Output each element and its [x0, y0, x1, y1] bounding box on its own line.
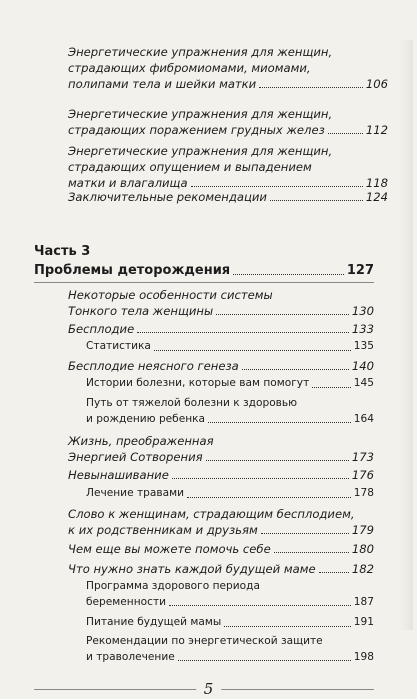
- toc-subentry[interactable]: [86, 339, 374, 355]
- dot-leader: [154, 350, 351, 351]
- toc-subentry[interactable]: [86, 486, 374, 502]
- entry-title-line: Бесплодие неясного генеза: [68, 359, 239, 373]
- entry-title-line: беременности: [86, 595, 167, 608]
- entry-title-line: страдающих поражением грудных желез: [68, 123, 325, 137]
- toc-entry[interactable]: [68, 561, 374, 577]
- dot-leader: [259, 87, 363, 88]
- toc-entry[interactable]: [68, 143, 388, 191]
- page-number: 135: [353, 340, 374, 352]
- entry-title-line: Что нужно знать каждой будущей маме: [68, 562, 316, 576]
- dot-leader: [233, 274, 344, 275]
- dot-leader: [261, 533, 349, 534]
- page-number: 140: [351, 359, 374, 373]
- dot-leader: [328, 133, 363, 134]
- dot-leader: [187, 497, 351, 498]
- page-number: 198: [353, 650, 374, 663]
- dot-leader: [319, 572, 349, 573]
- toc-entry[interactable]: [68, 541, 374, 557]
- entry-title-line: Невынашивание: [68, 468, 169, 482]
- page-number: 145: [353, 377, 374, 389]
- entry-title-line: и траволечение: [86, 650, 175, 663]
- part-rule: [34, 282, 374, 283]
- page-number: 130: [351, 304, 374, 318]
- entry-title-line: Рекомендации по энергетической защите: [86, 635, 323, 647]
- page-number: 124: [365, 190, 388, 204]
- page-number: 106: [365, 77, 388, 91]
- entry-title-line: Тонкого тела женщины: [68, 304, 214, 318]
- dot-leader: [312, 387, 351, 388]
- entry-title-line: Энергетические упражнения для женщин,: [68, 45, 333, 59]
- entry-title-line: Слово к женщинам, страдающим бесплодием,: [68, 507, 355, 521]
- dot-leader: [137, 332, 349, 333]
- dot-leader: [191, 186, 363, 187]
- page-number: 180: [351, 542, 374, 556]
- toc-entry[interactable]: [68, 44, 388, 92]
- dot-leader: [169, 605, 351, 606]
- dot-leader: [172, 478, 349, 479]
- entry-title-line: матки и влагалища: [68, 176, 188, 190]
- dot-leader: [274, 552, 349, 553]
- dot-leader: [242, 369, 349, 370]
- toc-subentry[interactable]: [86, 396, 374, 427]
- entry-title-line: Лечение травами: [86, 487, 184, 499]
- entry-title-line: и рождению ребенка: [86, 412, 206, 425]
- page-number: 133: [351, 322, 374, 336]
- entry-title-line: Чем еще вы можете помочь себе: [68, 542, 271, 556]
- entry-title-line: Жизнь, преображенная: [68, 434, 214, 448]
- part-title: Проблемы деторождения: [34, 263, 231, 278]
- page-edge-shadow: [399, 40, 413, 630]
- entry-title-line: к их родственникам и друзьям: [68, 523, 258, 537]
- toc-entry[interactable]: [68, 189, 388, 205]
- dot-leader: [224, 626, 351, 627]
- toc-entry[interactable]: [68, 106, 388, 138]
- page-number: 112: [365, 123, 388, 137]
- dot-leader: [216, 314, 349, 315]
- page-folio: 5: [196, 680, 222, 698]
- entry-title-line: Энергетические упражнения для женщин,: [68, 144, 333, 158]
- toc-subentry[interactable]: [86, 634, 374, 665]
- entry-title-line: Энергией Сотворения: [68, 450, 203, 464]
- entry-title-line: Истории болезни, которые вам помогут: [86, 377, 310, 389]
- toc-subentry[interactable]: [86, 615, 374, 631]
- entry-title-line: Бесплодие: [68, 322, 135, 336]
- toc-entry[interactable]: [68, 287, 374, 319]
- dot-leader: [178, 660, 351, 661]
- toc-entry[interactable]: [68, 506, 374, 538]
- entry-title-line: полипами тела и шейки матки: [68, 77, 257, 91]
- page-number: 178: [353, 487, 374, 499]
- dot-leader: [206, 460, 349, 461]
- page-number: 118: [365, 176, 388, 190]
- entry-title-line: Питание будущей мамы: [86, 616, 222, 628]
- toc-entry[interactable]: [68, 358, 374, 374]
- page-number: 164: [353, 412, 374, 425]
- entry-title-line: Статистика: [86, 340, 151, 352]
- entry-title-line: Путь от тяжелой болезни к здоровью: [86, 397, 298, 409]
- toc-subentry[interactable]: [86, 579, 374, 610]
- page-number: 182: [351, 562, 374, 576]
- entry-title-line: страдающих фибромиомами, миомами,: [68, 61, 311, 75]
- entry-title-line: Некоторые особенности системы: [68, 288, 273, 302]
- page-number: 191: [353, 616, 374, 628]
- entry-title-line: Программа здорового периода: [86, 580, 260, 592]
- toc-entry[interactable]: [68, 321, 374, 337]
- page-number: 187: [353, 595, 374, 608]
- part-label: Часть 3: [34, 244, 91, 259]
- entry-title-line: страдающих опущением и выпадением: [68, 160, 312, 174]
- page-number: 176: [351, 468, 374, 482]
- toc-entry[interactable]: [68, 433, 374, 465]
- page-number: 173: [351, 450, 374, 464]
- toc-entry[interactable]: [68, 467, 374, 483]
- dot-leader: [208, 422, 351, 423]
- dot-leader: [270, 200, 363, 201]
- page-number: 179: [351, 523, 374, 537]
- part-heading[interactable]: [34, 262, 374, 279]
- page-number: 127: [346, 263, 374, 278]
- entry-title-line: Заключительные рекомендации: [68, 190, 267, 204]
- entry-title-line: Энергетические упражнения для женщин,: [68, 107, 333, 121]
- toc-subentry[interactable]: [86, 376, 374, 392]
